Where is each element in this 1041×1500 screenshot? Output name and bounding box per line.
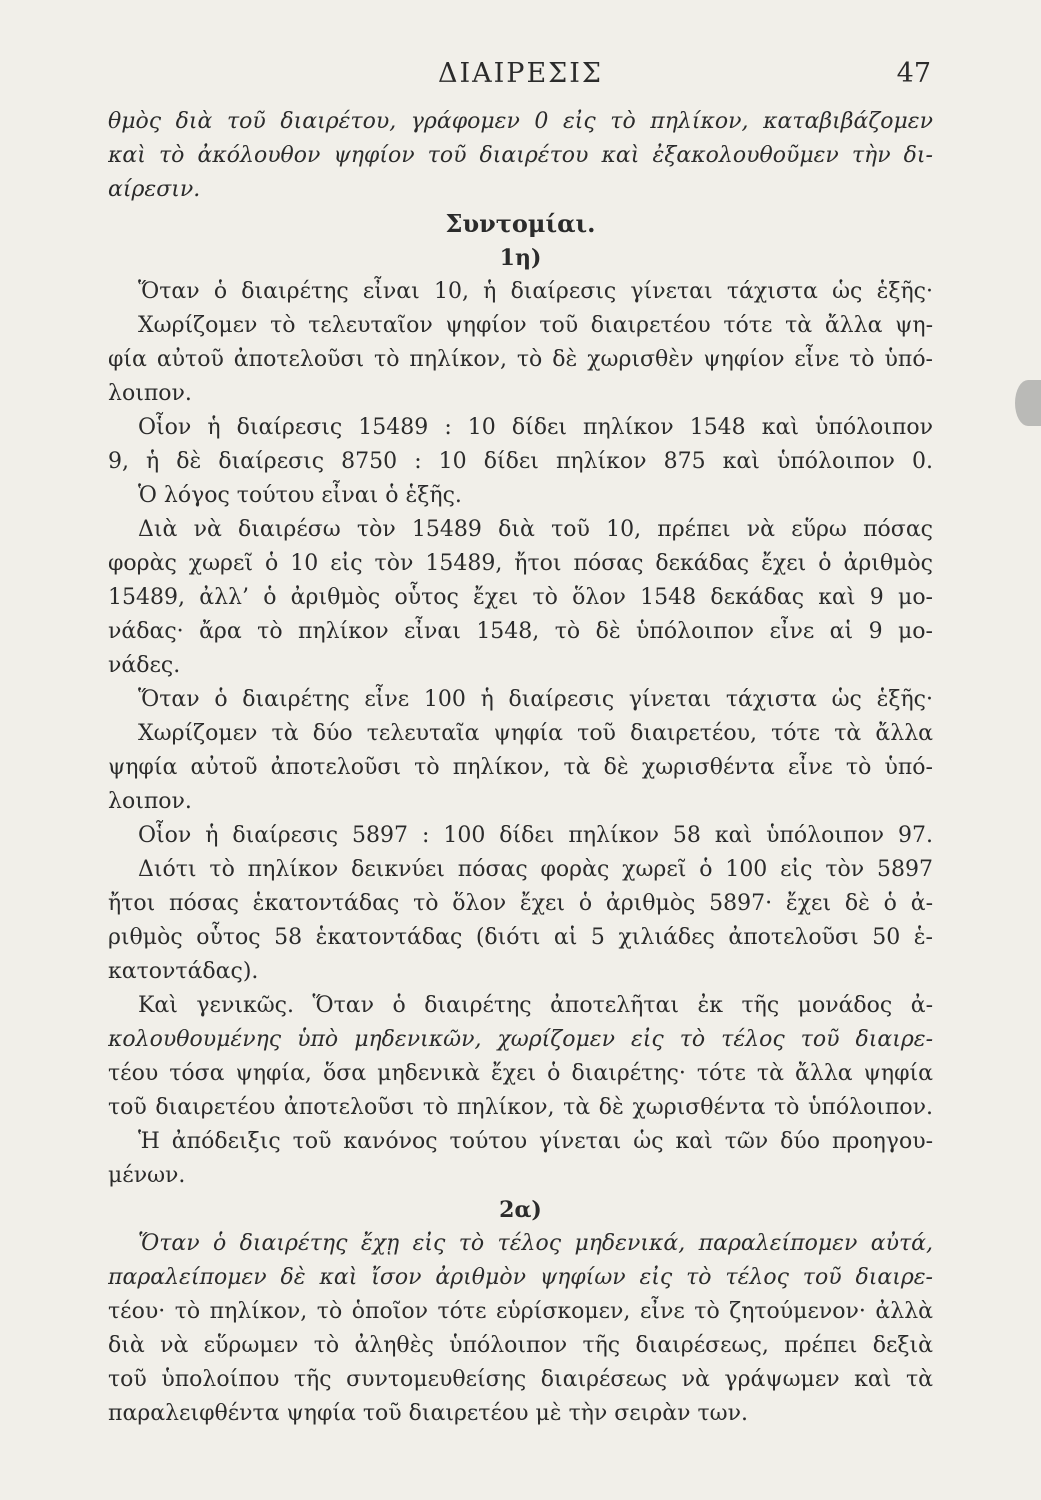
text-line: Διότι τὸ πηλίκον δεικνύει πόσας φορὰς χωρεῖ ὁ 100 εἰς τὸν 5897 xyxy=(138,857,933,882)
text-line: 9, ἡ δὲ διαίρεσις 8750 : 10 δίδει πηλίκον 875 καὶ ὑπόλοιπον 0. xyxy=(108,449,933,474)
text-line: τέου τόσα ψηφία, ὅσα μηδενικὰ ἔχει ὁ διαιρέτης· τότε τὰ ἄλλα ψηφία xyxy=(108,1061,933,1086)
text-line: παραλείπομεν δὲ καὶ ἴσον ἀριθμὸν ψηφίων εἰς τὸ τέλος τοῦ διαιρε- xyxy=(108,1265,933,1290)
text-line: τοῦ ὑπολοίπου τῆς συντομευθείσης διαιρέσεως νὰ γράψωμεν καὶ τὰ xyxy=(108,1367,933,1392)
text-line: Οἷον ἡ διαίρεσις 5897 : 100 δίδει πηλίκον 58 καὶ ὑπόλοιπον 97. xyxy=(138,823,933,848)
body-text xyxy=(108,105,933,1431)
text-line: καὶ τὸ ἀκόλουθον ψηφίον τοῦ διαιρέτου καὶ ἐξακολουθοῦμεν τὴν δι- xyxy=(108,143,933,168)
text-line: ἤτοι πόσας ἑκατοντάδας τὸ ὅλον ἔχει ὁ ἀριθμὸς 5897· ἔχει δὲ ὁ ἀ- xyxy=(108,891,933,916)
text-line: αίρεσιν. xyxy=(108,177,201,202)
text-line: Οἷον ἡ διαίρεσις 15489 : 10 δίδει πηλίκον 1548 καὶ ὑπόλοιπον xyxy=(138,415,933,440)
text-line: νάδας· ἄρα τὸ πηλίκον εἶναι 1548, τὸ δὲ ὑπόλοιπον εἶνε αἱ 9 μο- xyxy=(108,619,933,644)
running-title: ΔΙΑΙΡΕΣΙΣ xyxy=(437,58,604,89)
subsection-heading: 2α) xyxy=(499,1197,542,1223)
text-line: λοιπον. xyxy=(108,789,192,814)
text-line: νάδες. xyxy=(108,653,181,678)
text-line: παραλειφθέντα ψηφία τοῦ διαιρετέου μὲ τὴν σειρὰν των. xyxy=(108,1401,748,1426)
section-heading: Συντομίαι. xyxy=(445,209,596,238)
text-line: διὰ νὰ εὕρωμεν τὸ ἀληθὲς ὑπόλοιπον τῆς διαιρέσεως, πρέπει δεξιὰ xyxy=(108,1333,933,1358)
text-line: κατοντάδας). xyxy=(108,959,259,984)
text-line: Ὅταν ὁ διαιρέτης ἔχῃ εἰς τὸ τέλος μηδενικά, παραλείπομεν αὐτά, xyxy=(138,1231,933,1256)
text-line: Διὰ νὰ διαιρέσω τὸν 15489 διὰ τοῦ 10, πρέπει νὰ εὕρω πόσας xyxy=(138,517,933,542)
text-line: Καὶ γενικῶς. Ὅταν ὁ διαιρέτης ἀποτελῆται ἐκ τῆς μονάδος ἀ- xyxy=(138,993,933,1018)
text-line: Χωρίζομεν τὰ δύο τελευταῖα ψηφία τοῦ διαιρετέου, τότε τὰ ἄλλα xyxy=(138,721,933,746)
text-line: τοῦ διαιρετέου ἀποτελοῦσι τὸ πηλίκον, τὰ δὲ χωρισθέντα τὸ ὑπόλοιπον. xyxy=(108,1095,933,1120)
subsection-heading: 1η) xyxy=(499,245,542,271)
page-number: 47 xyxy=(896,58,931,89)
text-line: Ὅταν ὁ διαιρέτης εἶνε 100 ἡ διαίρεσις γίνεται τάχιστα ὡς ἑξῆς· xyxy=(138,687,933,712)
text-line: λοιπον. xyxy=(108,381,192,406)
text-line: μένων. xyxy=(108,1163,186,1188)
text-line: θμὸς διὰ τοῦ διαιρέτου, γράφομεν 0 εἰς τὸ πηλίκον, καταβιβάζομεν xyxy=(108,109,933,134)
margin-stain xyxy=(1015,380,1041,426)
text-line: κολουθουμένης ὑπὸ μηδενικῶν, χωρίζομεν εἰς τὸ τέλος τοῦ διαιρε- xyxy=(108,1027,933,1052)
text-line: ψηφία αὐτοῦ ἀποτελοῦσι τὸ πηλίκον, τὰ δὲ χωρισθέντα εἶνε τὸ ὑπό- xyxy=(108,755,933,780)
text-line: 15489, ἀλλ’ ὁ ἀριθμὸς οὗτος ἔχει τὸ ὅλον 1548 δεκάδας καὶ 9 μο- xyxy=(108,585,933,610)
text-line: Ὁ λόγος τούτου εἶναι ὁ ἑξῆς. xyxy=(138,483,462,508)
text-line: ριθμὸς οὗτος 58 ἑκατοντάδας (διότι αἱ 5 χιλιάδες ἀποτελοῦσι 50 ἑ- xyxy=(108,925,933,950)
text-line: τέου· τὸ πηλίκον, τὸ ὁποῖον τότε εὑρίσκομεν, εἶνε τὸ ζητούμενον· ἀλλὰ xyxy=(108,1299,933,1324)
text-line: Ἡ ἀπόδειξις τοῦ κανόνος τούτου γίνεται ὡς καὶ τῶν δύο προηγου- xyxy=(138,1129,933,1154)
text-line: Χωρίζομεν τὸ τελευταῖον ψηφίον τοῦ διαιρετέου τότε τὰ ἄλλα ψη- xyxy=(138,313,933,338)
text-line: φία αὐτοῦ ἀποτελοῦσι τὸ πηλίκον, τὸ δὲ χωρισθὲν ψηφίον εἶνε τὸ ὑπό- xyxy=(108,347,933,372)
text-line: φορὰς χωρεῖ ὁ 10 εἰς τὸν 15489, ἤτοι πόσας δεκάδας ἔχει ὁ ἀριθμὸς xyxy=(108,551,933,576)
text-line: Ὅταν ὁ διαιρέτης εἶναι 10, ἡ διαίρεσις γίνεται τάχιστα ὡς ἑξῆς· xyxy=(138,279,933,304)
page-header xyxy=(0,58,1041,98)
